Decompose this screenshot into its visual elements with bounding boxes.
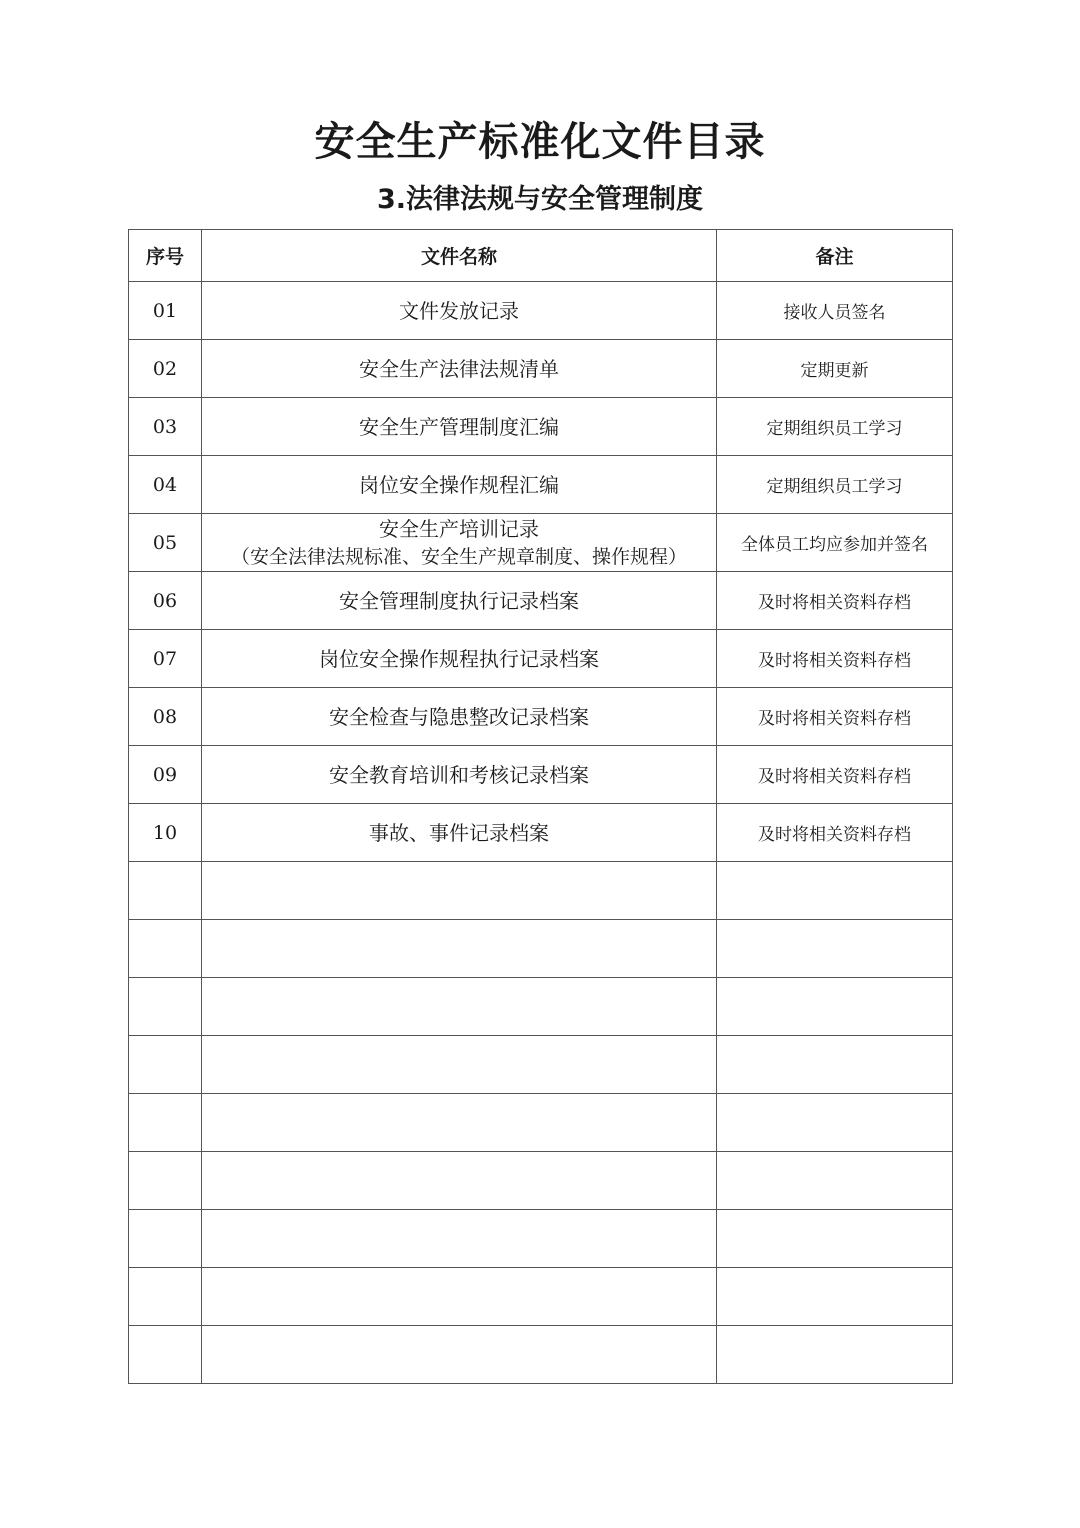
file-name-cell — [202, 1268, 717, 1326]
remarks-cell — [717, 1094, 953, 1152]
file-name-cell: 文件发放记录 — [202, 282, 717, 340]
remarks-cell — [717, 1152, 953, 1210]
remarks-cell: 及时将相关资料存档 — [717, 688, 953, 746]
header-remarks: 备注 — [717, 230, 953, 282]
table-row — [129, 1036, 953, 1094]
file-name-cell: 岗位安全操作规程执行记录档案 — [202, 630, 717, 688]
file-name-cell: 安全检查与隐患整改记录档案 — [202, 688, 717, 746]
table-body — [129, 282, 953, 1384]
file-name-cell — [202, 920, 717, 978]
table-row — [129, 630, 953, 688]
file-name-cell: 安全生产法律法规清单 — [202, 340, 717, 398]
serial-number-cell: 06 — [129, 572, 202, 630]
table-row — [129, 572, 953, 630]
table-row — [129, 978, 953, 1036]
remarks-cell: 及时将相关资料存档 — [717, 630, 953, 688]
serial-number-cell — [129, 1152, 202, 1210]
remarks-cell — [717, 1036, 953, 1094]
file-name-cell: 安全教育培训和考核记录档案 — [202, 746, 717, 804]
serial-number-cell: 07 — [129, 630, 202, 688]
table-row — [129, 398, 953, 456]
table-header-row — [129, 230, 953, 282]
remarks-cell — [717, 978, 953, 1036]
file-name-cell — [202, 978, 717, 1036]
remarks-cell — [717, 862, 953, 920]
file-name-cell — [202, 1036, 717, 1094]
remarks-cell — [717, 1326, 953, 1384]
table-row — [129, 746, 953, 804]
serial-number-cell: 03 — [129, 398, 202, 456]
table-row — [129, 804, 953, 862]
file-name-cell — [202, 514, 717, 572]
table-row — [129, 862, 953, 920]
serial-number-cell: 08 — [129, 688, 202, 746]
table-row — [129, 688, 953, 746]
file-name-cell: 事故、事件记录档案 — [202, 804, 717, 862]
remarks-cell — [717, 1210, 953, 1268]
remarks-cell: 及时将相关资料存档 — [717, 804, 953, 862]
serial-number-cell: 01 — [129, 282, 202, 340]
table-row — [129, 1094, 953, 1152]
file-name-cell — [202, 1326, 717, 1384]
remarks-cell: 定期组织员工学习 — [717, 398, 953, 456]
table-row — [129, 456, 953, 514]
file-name-text: 安全生产培训记录 — [379, 516, 539, 541]
file-name-cell — [202, 1094, 717, 1152]
remarks-cell: 定期更新 — [717, 340, 953, 398]
serial-number-cell — [129, 1036, 202, 1094]
serial-number-cell — [129, 978, 202, 1036]
table-row — [129, 282, 953, 340]
table-row — [129, 1152, 953, 1210]
header-serial-number: 序号 — [129, 230, 202, 282]
file-name-detail: （安全法律法规标准、安全生产规章制度、操作规程） — [230, 545, 687, 568]
remarks-cell: 及时将相关资料存档 — [717, 572, 953, 630]
serial-number-cell: 09 — [129, 746, 202, 804]
file-name-cell — [202, 862, 717, 920]
serial-number-cell: 02 — [129, 340, 202, 398]
remarks-cell — [717, 920, 953, 978]
document-subtitle: 3.法律法规与安全管理制度 — [376, 184, 704, 215]
serial-number-cell: 04 — [129, 456, 202, 514]
serial-number-cell — [129, 1210, 202, 1268]
serial-number-cell: 10 — [129, 804, 202, 862]
table-row — [129, 1326, 953, 1384]
serial-number-cell — [129, 1326, 202, 1384]
file-name-cell — [202, 1152, 717, 1210]
remarks-cell: 接收人员签名 — [717, 282, 953, 340]
serial-number-cell — [129, 1094, 202, 1152]
remarks-cell: 定期组织员工学习 — [717, 456, 953, 514]
file-name-cell — [202, 1210, 717, 1268]
file-name-cell: 岗位安全操作规程汇编 — [202, 456, 717, 514]
file-name-cell: 安全管理制度执行记录档案 — [202, 572, 717, 630]
serial-number-cell — [129, 920, 202, 978]
table-row — [129, 1210, 953, 1268]
file-catalog-table — [128, 229, 953, 1384]
serial-number-cell — [129, 1268, 202, 1326]
table-row — [129, 340, 953, 398]
serial-number-cell: 05 — [129, 514, 202, 572]
table-row — [129, 1268, 953, 1326]
remarks-cell: 及时将相关资料存档 — [717, 746, 953, 804]
file-name-cell: 安全生产管理制度汇编 — [202, 398, 717, 456]
serial-number-cell — [129, 862, 202, 920]
remarks-cell: 全体员工均应参加并签名 — [717, 514, 953, 572]
document-title: 安全生产标准化文件目录 — [314, 119, 766, 165]
header-file-name: 文件名称 — [202, 230, 717, 282]
remarks-cell — [717, 1268, 953, 1326]
table-row — [129, 920, 953, 978]
table-row — [129, 514, 953, 572]
